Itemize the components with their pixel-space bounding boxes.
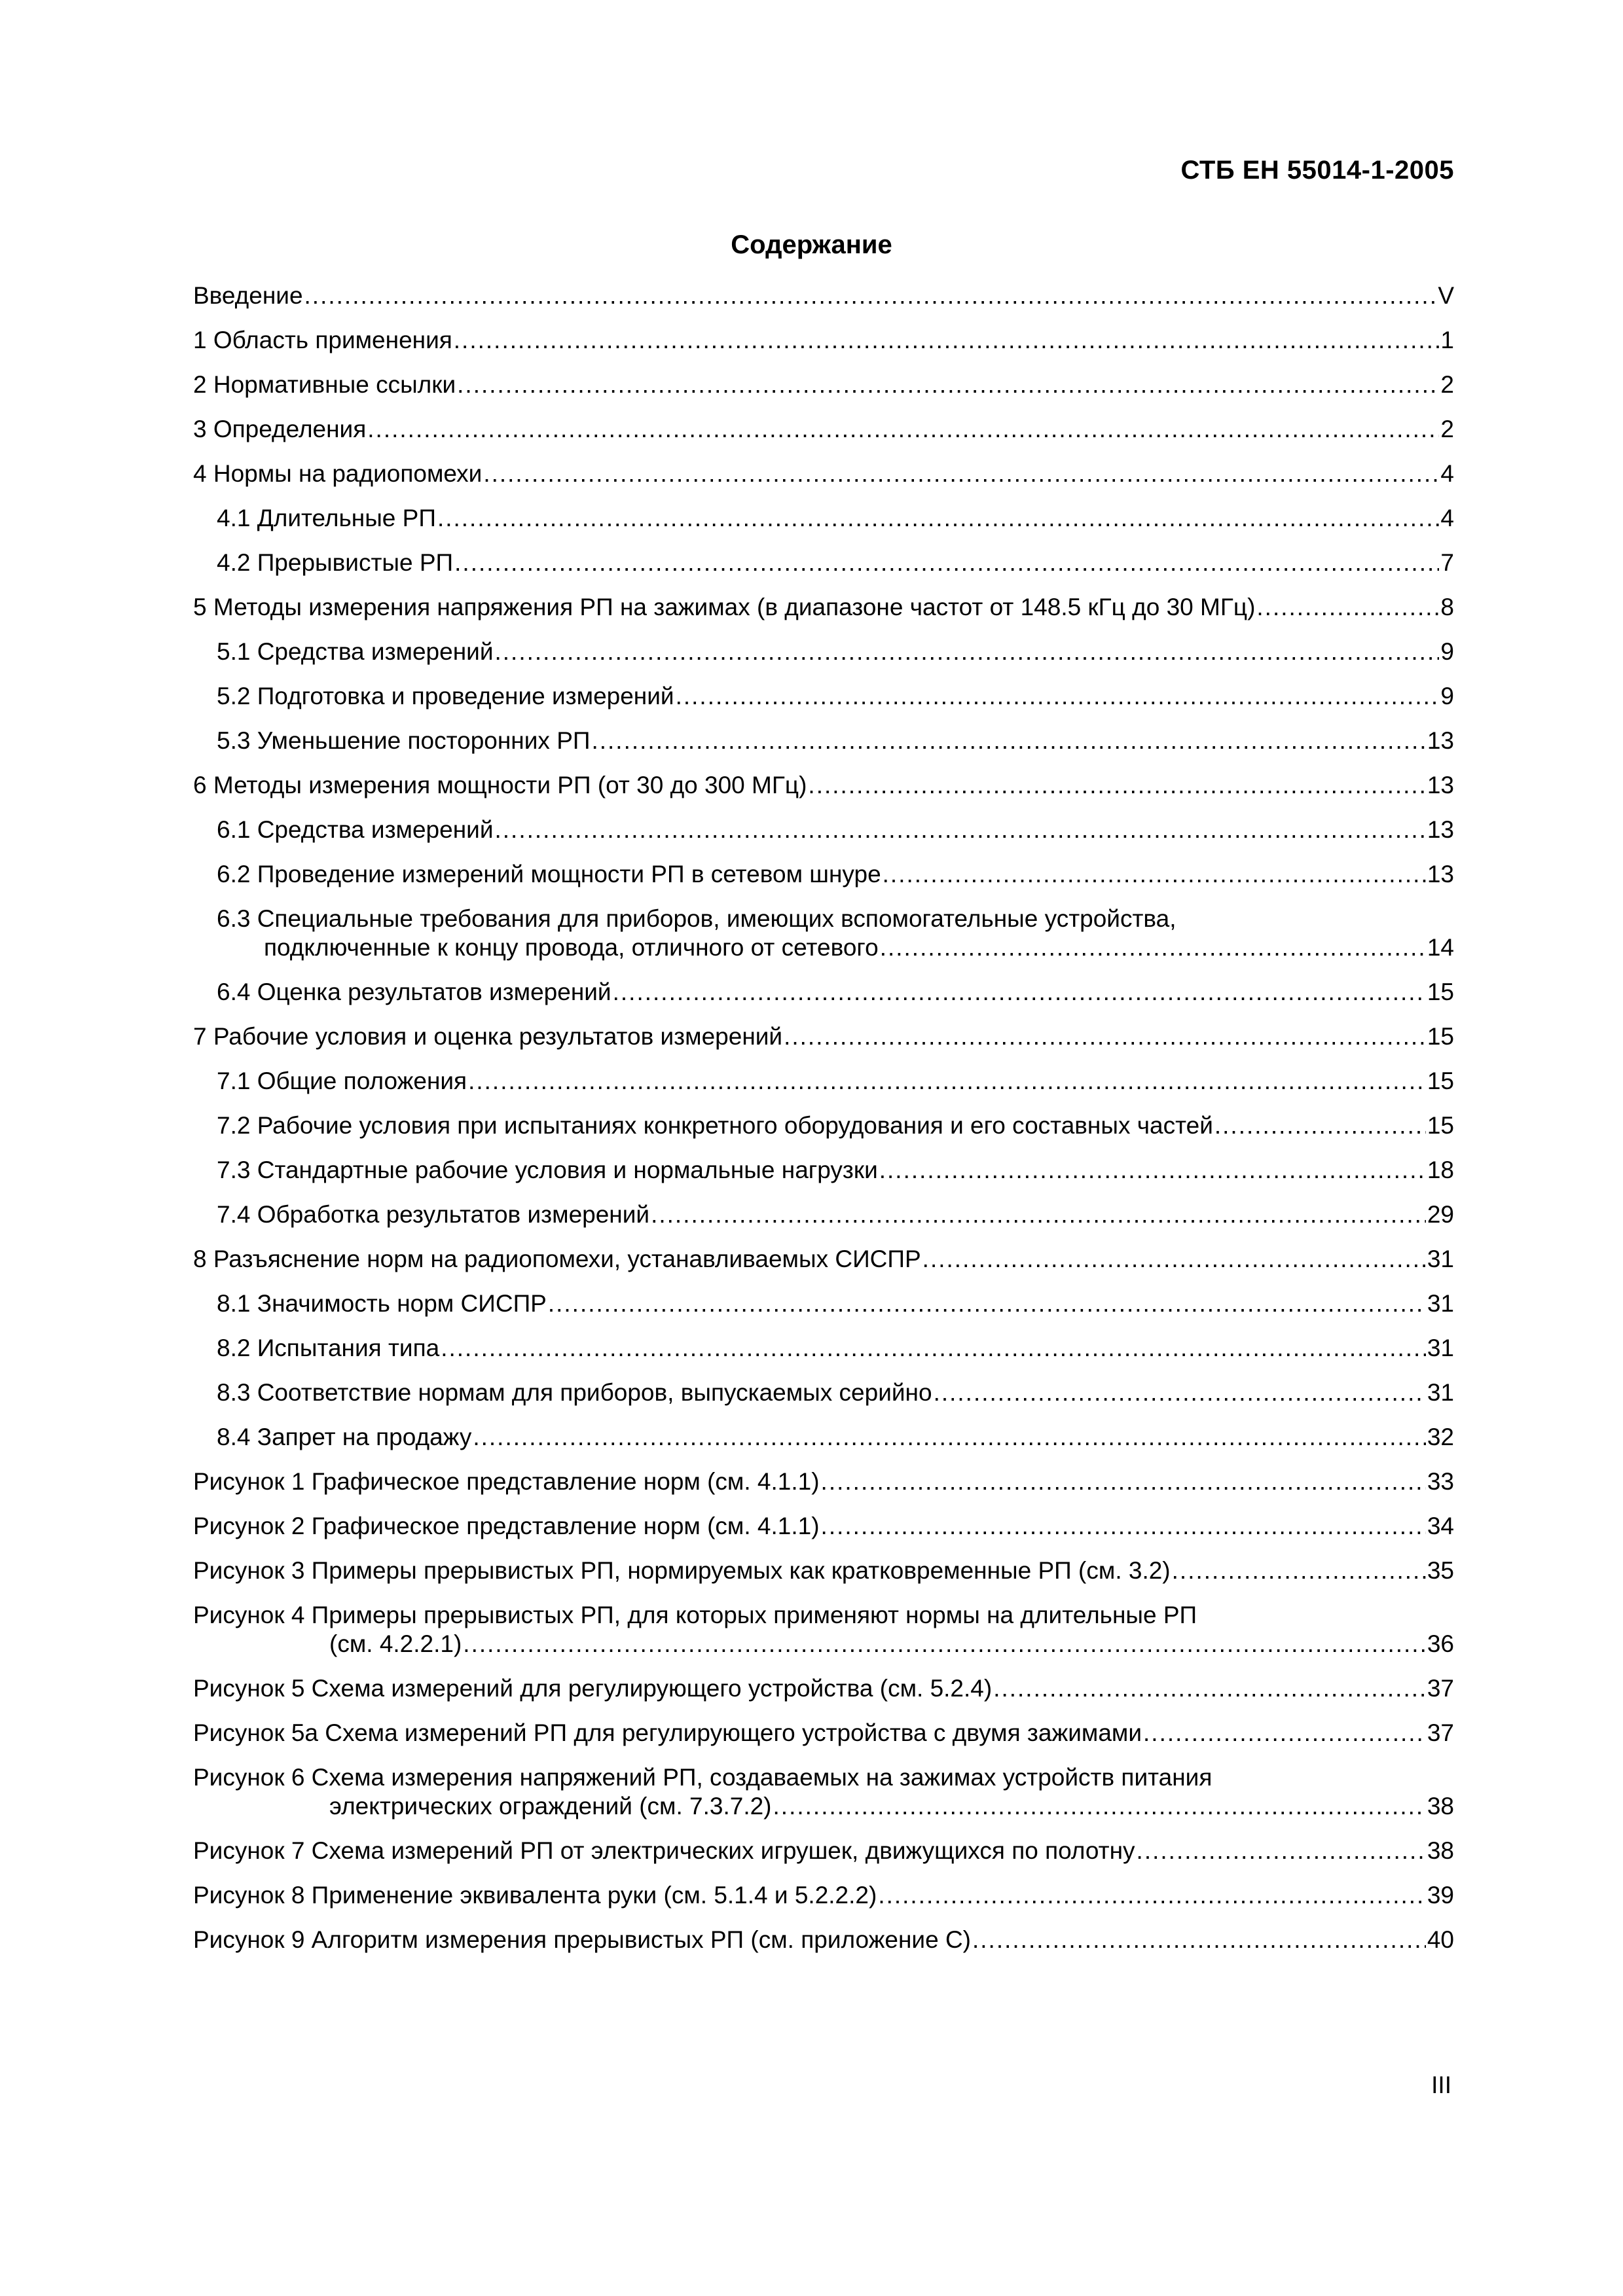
toc-entry[interactable] <box>193 1111 1454 1140</box>
toc-entry-title: 8 Разъяснение норм на радиопомехи, устанавливаемых СИСПР <box>193 1246 921 1272</box>
dot-leader <box>457 370 1439 399</box>
toc-entry-title: 7.1 Общие положения <box>217 1067 467 1094</box>
toc-entry-page: 2 <box>1440 371 1454 398</box>
dot-leader <box>463 1630 1426 1659</box>
dot-leader <box>922 1245 1426 1274</box>
dot-leader <box>613 978 1426 1007</box>
toc-entry-title: 4.1 Длительные РП <box>217 505 436 531</box>
dot-leader <box>883 860 1426 889</box>
toc-entry[interactable] <box>193 1763 1454 1821</box>
toc-entry[interactable] <box>193 1881 1454 1910</box>
dot-leader <box>808 771 1425 800</box>
toc-entry[interactable] <box>193 504 1454 533</box>
toc-entry[interactable] <box>193 370 1454 399</box>
toc-entry-page: 38 <box>1427 1793 1454 1820</box>
toc-entry-page: 38 <box>1427 1837 1454 1864</box>
toc-entry-title: 5 Методы измерения напряжения РП на зажимах (в диапазоне частот от 148.5 кГц до 30 МГц) <box>193 594 1256 620</box>
toc-entry-title: 8.1 Значимость норм СИСПР <box>217 1290 547 1317</box>
toc-entry[interactable] <box>193 905 1454 962</box>
toc-entry-page: 33 <box>1427 1468 1454 1495</box>
dot-leader <box>367 415 1439 444</box>
toc-entry-page: 15 <box>1427 1112 1454 1139</box>
toc-entry-title: 6.2 Проведение измерений мощности РП в сетевом шнуре <box>217 861 881 888</box>
toc-entry-page: 4 <box>1440 460 1454 487</box>
toc-entry-title-continuation: электрических ограждений (см. 7.3.7.2) <box>329 1793 772 1820</box>
toc-entry-page: 14 <box>1427 934 1454 961</box>
toc-entry-title: Рисунок 8 Применение эквивалента руки (см. 5.1.4 и 5.2.2.2) <box>193 1882 877 1909</box>
dot-leader <box>821 1467 1426 1496</box>
dot-leader <box>437 504 1439 533</box>
toc-entry[interactable] <box>193 281 1454 310</box>
toc-entry[interactable] <box>193 1200 1454 1229</box>
toc-entry-title-continuation: подключенные к концу провода, отличного от сетевого <box>264 934 879 961</box>
dot-leader <box>304 281 1437 310</box>
table-of-contents <box>193 281 1454 1970</box>
toc-entry-title: 7 Рабочие условия и оценка результатов измерений <box>193 1023 783 1050</box>
toc-entry-title: 6 Методы измерения мощности РП (от 30 до 300 МГц) <box>193 772 807 798</box>
toc-entry-title: Рисунок 6 Схема измерения напряжений РП, создаваемых на зажимах устройств питания <box>193 1764 1213 1791</box>
toc-entry-page: V <box>1438 282 1454 309</box>
toc-entry-page: 13 <box>1427 816 1454 843</box>
toc-entry-title: 3 Определения <box>193 416 367 442</box>
toc-entry[interactable] <box>193 816 1454 844</box>
toc-entry-title-continuation: (см. 4.2.2.1) <box>329 1630 462 1657</box>
toc-entry-page: 37 <box>1427 1675 1454 1702</box>
dot-leader <box>880 933 1426 962</box>
toc-entry-page: 31 <box>1427 1379 1454 1406</box>
toc-entry-title: 5.3 Уменьшение посторонних РП <box>217 727 591 754</box>
toc-entry[interactable] <box>193 978 1454 1007</box>
dot-leader <box>879 1156 1426 1185</box>
dot-leader <box>676 682 1440 711</box>
toc-entry[interactable] <box>193 637 1454 666</box>
toc-entry-title: 6.3 Специальные требования для приборов, имеющих вспомогательные устройства, <box>217 905 1176 932</box>
toc-entry[interactable] <box>193 771 1454 800</box>
toc-entry[interactable] <box>193 1837 1454 1865</box>
toc-entry-continuation-row <box>193 1630 1454 1659</box>
document-code: СТБ ЕН 55014-1-2005 <box>1180 156 1454 185</box>
toc-entry-page: 8 <box>1440 594 1454 620</box>
toc-entry-page: 9 <box>1440 683 1454 709</box>
toc-entry-continuation-row <box>217 933 1454 962</box>
toc-entry[interactable] <box>193 1334 1454 1363</box>
toc-entry[interactable] <box>193 1926 1454 1954</box>
toc-entry[interactable] <box>193 1289 1454 1318</box>
toc-entry-page: 39 <box>1427 1882 1454 1909</box>
toc-entry[interactable] <box>193 1512 1454 1541</box>
toc-entry-page: 15 <box>1427 978 1454 1005</box>
dot-leader <box>773 1792 1426 1821</box>
toc-entry-page: 40 <box>1427 1926 1454 1953</box>
toc-entry-title: 8.3 Соответствие нормам для приборов, выпускаемых серийно <box>217 1379 932 1406</box>
toc-entry-page: 9 <box>1440 638 1454 665</box>
toc-entry-continuation-row <box>193 1792 1454 1821</box>
toc-entry-title: Рисунок 9 Алгоритм измерения прерывистых РП (см. приложение С) <box>193 1926 971 1953</box>
toc-entry-page: 36 <box>1427 1630 1454 1657</box>
dot-leader <box>441 1334 1426 1363</box>
dot-leader <box>473 1423 1426 1452</box>
dot-leader <box>934 1378 1426 1407</box>
toc-entry-page: 32 <box>1427 1424 1454 1450</box>
toc-entry-title: 6.1 Средства измерений <box>217 816 494 843</box>
dot-leader <box>548 1289 1426 1318</box>
toc-entry[interactable] <box>193 1245 1454 1274</box>
toc-entry[interactable] <box>193 860 1454 889</box>
dot-leader <box>878 1881 1426 1910</box>
dot-leader <box>1256 593 1439 622</box>
toc-entry-page: 2 <box>1440 416 1454 442</box>
toc-entry-page: 7 <box>1440 549 1454 576</box>
toc-entry-title: 1 Область применения <box>193 327 452 353</box>
toc-entry-page: 1 <box>1440 327 1454 353</box>
toc-entry-title: 6.4 Оценка результатов измерений <box>217 978 611 1005</box>
toc-entry-page: 15 <box>1427 1023 1454 1050</box>
dot-leader <box>1214 1111 1426 1140</box>
toc-entry[interactable] <box>193 682 1454 711</box>
dot-leader <box>784 1022 1426 1051</box>
toc-entry-page: 18 <box>1427 1157 1454 1183</box>
toc-entry[interactable] <box>193 1067 1454 1096</box>
page-number: III <box>1431 2072 1451 2098</box>
dot-leader <box>454 326 1440 355</box>
dot-leader <box>454 548 1439 577</box>
dot-leader <box>651 1200 1426 1229</box>
toc-entry-title: 7.3 Стандартные рабочие условия и нормальные нагрузки <box>217 1157 878 1183</box>
dot-leader <box>591 726 1425 755</box>
toc-entry[interactable] <box>193 1378 1454 1407</box>
toc-entry-title: 5.2 Подготовка и проведение измерений <box>217 683 674 709</box>
toc-entry[interactable] <box>193 1467 1454 1496</box>
toc-entry-title: Рисунок 4 Примеры прерывистых РП, для которых применяют нормы на длительные РП <box>193 1602 1197 1628</box>
toc-entry-page: 37 <box>1427 1719 1454 1746</box>
toc-entry[interactable] <box>193 326 1454 355</box>
toc-entry-title: 8.2 Испытания типа <box>217 1335 440 1361</box>
toc-entry-title: 7.4 Обработка результатов измерений <box>217 1201 650 1228</box>
toc-entry[interactable] <box>193 1022 1454 1051</box>
toc-entry-title: Рисунок 2 Графическое представление норм (см. 4.1.1) <box>193 1513 820 1539</box>
toc-entry-title: Рисунок 1 Графическое представление норм (см. 4.1.1) <box>193 1468 820 1495</box>
toc-entry[interactable] <box>193 1156 1454 1185</box>
toc-entry-title: 5.1 Средства измерений <box>217 638 494 665</box>
toc-entry-title: 2 Нормативные ссылки <box>193 371 456 398</box>
toc-entry-title: Рисунок 3 Примеры прерывистых РП, нормируемых как кратковременные РП (см. 3.2) <box>193 1557 1171 1584</box>
toc-entry-page: 13 <box>1427 727 1454 754</box>
toc-entry-page: 4 <box>1440 505 1454 531</box>
dot-leader <box>494 816 1425 844</box>
toc-entry-page: 13 <box>1427 861 1454 888</box>
toc-entry-page: 31 <box>1427 1335 1454 1361</box>
toc-entry[interactable] <box>193 548 1454 577</box>
toc-entry-title: 4.2 Прерывистые РП <box>217 549 454 576</box>
dot-leader <box>1143 1719 1426 1748</box>
toc-entry-page: 15 <box>1427 1067 1454 1094</box>
toc-entry-title: Рисунок 5 Схема измерений для регулирующего устройства (см. 5.2.4) <box>193 1675 993 1702</box>
dot-leader <box>1137 1837 1426 1865</box>
toc-entry[interactable] <box>193 1719 1454 1748</box>
toc-entry-title: Рисунок 7 Схема измерений РП от электрических игрушек, движущихся по полотну <box>193 1837 1135 1864</box>
toc-entry-page: 34 <box>1427 1513 1454 1539</box>
dot-leader <box>821 1512 1426 1541</box>
toc-entry-page: 13 <box>1427 772 1454 798</box>
toc-entry-title: 7.2 Рабочие условия при испытаниях конкретного оборудования и его составных частей <box>217 1112 1213 1139</box>
toc-entry[interactable] <box>193 593 1454 622</box>
toc-entry[interactable] <box>193 1674 1454 1703</box>
toc-entry[interactable] <box>193 1423 1454 1452</box>
toc-entry-title: Введение <box>193 282 303 309</box>
dot-leader <box>483 459 1439 488</box>
toc-entry-page: 31 <box>1427 1246 1454 1272</box>
toc-entry[interactable] <box>193 726 1454 755</box>
toc-entry[interactable] <box>193 459 1454 488</box>
toc-entry[interactable] <box>193 415 1454 444</box>
dot-leader <box>1172 1556 1426 1585</box>
dot-leader <box>993 1674 1426 1703</box>
toc-title: Содержание <box>731 230 892 259</box>
toc-entry-title: 8.4 Запрет на продажу <box>217 1424 472 1450</box>
dot-leader <box>972 1926 1426 1954</box>
toc-entry-title: Рисунок 5а Схема измерений РП для регулирующего устройства с двумя зажимами <box>193 1719 1142 1746</box>
toc-entry-page: 35 <box>1427 1557 1454 1584</box>
dot-leader <box>468 1067 1426 1096</box>
toc-entry[interactable] <box>193 1556 1454 1585</box>
toc-entry-page: 29 <box>1427 1201 1454 1228</box>
dot-leader <box>494 637 1439 666</box>
toc-entry[interactable] <box>193 1601 1454 1659</box>
toc-entry-page: 31 <box>1427 1290 1454 1317</box>
toc-entry-title: 4 Нормы на радиопомехи <box>193 460 483 487</box>
